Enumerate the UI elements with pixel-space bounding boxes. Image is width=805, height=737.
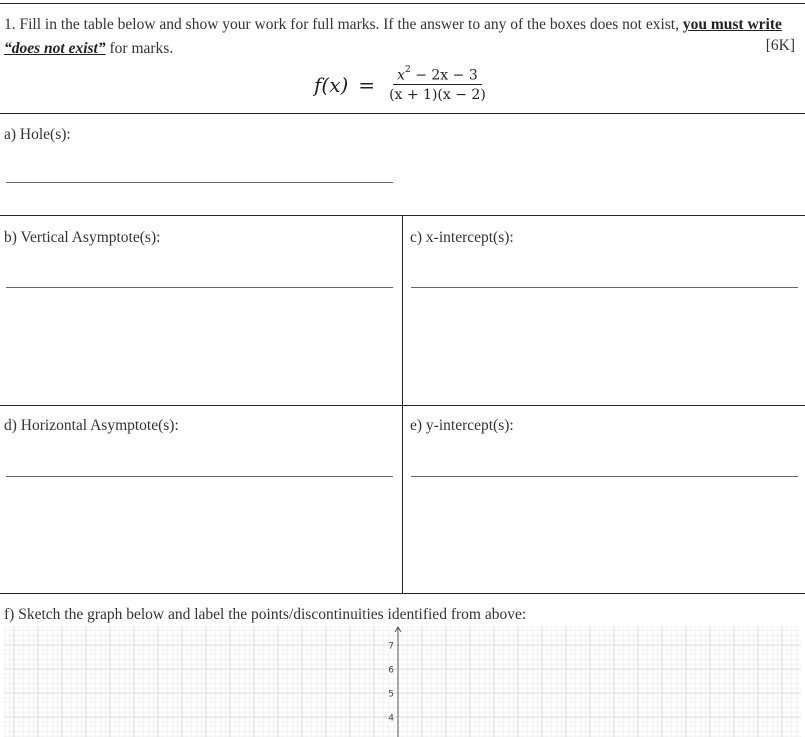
rational-fraction [385, 64, 490, 104]
section-c-label: c) x-intercept(s): [410, 229, 514, 246]
section-a-label: a) Hole(s): [4, 126, 71, 143]
instruction-text-end: for marks. [105, 40, 174, 57]
fraction-numerator [393, 64, 482, 86]
instruction-does-not-exist: “does not exist” [4, 40, 106, 57]
section-e-answer-line[interactable] [411, 476, 798, 477]
section-b-label: b) Vertical Asymptote(s): [4, 229, 161, 246]
section-f-label: f) Sketch the graph below and label the points/discontinuities identified from above: [4, 606, 527, 623]
numerator-rest: − 2x − 3 [410, 67, 478, 84]
instruction-emphasis: you must write [682, 16, 782, 33]
instruction-text: 1. Fill in the table below and show your work for full marks. If the answer to any of the boxes does not exist, [4, 16, 683, 33]
numerator-x: x [397, 67, 406, 84]
section-c-answer-line[interactable] [411, 287, 798, 288]
section-b-answer-line[interactable] [6, 287, 393, 288]
column-divider [402, 215, 403, 594]
numerator-exponent: 2 [405, 64, 411, 75]
y-tick-label: 6 [388, 665, 394, 676]
marks-label: [6K] [765, 37, 795, 54]
question-instruction [4, 13, 799, 61]
y-tick-label: 7 [388, 641, 394, 652]
y-tick-label: 4 [388, 713, 394, 724]
function-formula [314, 62, 490, 108]
fraction-denominator: (x + 1)(x − 2) [389, 87, 486, 104]
section-d-answer-line[interactable] [6, 476, 393, 477]
section-e-label: e) y-intercept(s): [410, 417, 514, 434]
y-tick-label: 5 [388, 689, 394, 700]
section-a-answer-line[interactable] [6, 182, 393, 183]
equals-sign: = [358, 73, 376, 97]
graph-grid-svg[interactable] [4, 626, 801, 737]
formula-bottom-rule [0, 113, 805, 114]
function-lhs: f(x) [314, 73, 349, 97]
top-rule [0, 3, 805, 4]
section-d-label: d) Horizontal Asymptote(s): [4, 417, 179, 434]
sketch-graph-grid[interactable] [4, 626, 801, 737]
